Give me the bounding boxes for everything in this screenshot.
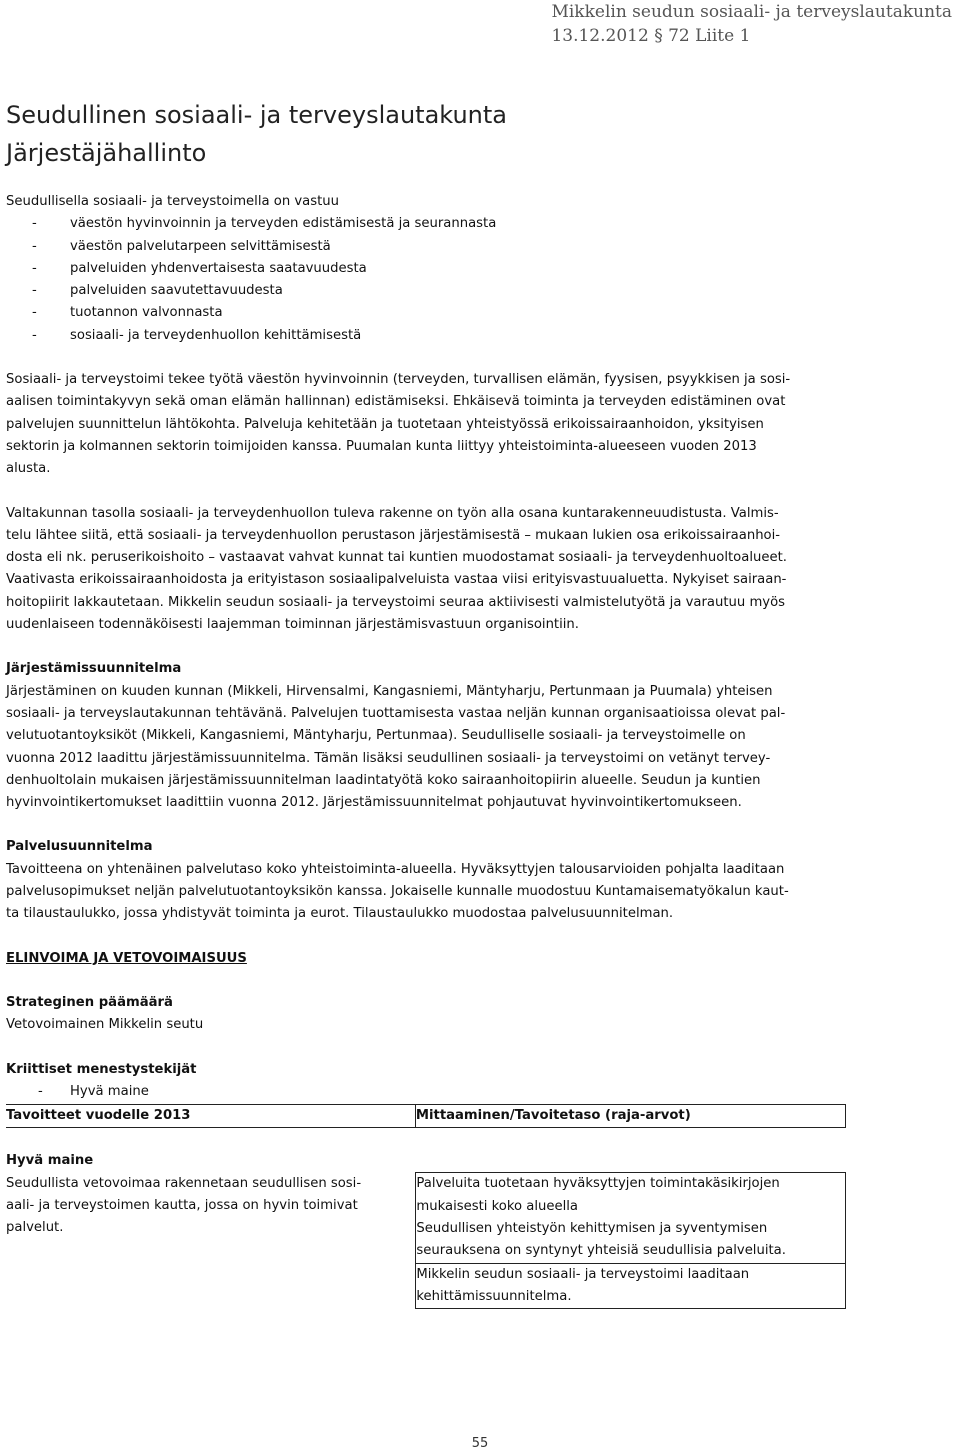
responsibility-list: [6, 213, 886, 347]
page-subtitle: Järjestäjähallinto: [6, 139, 207, 167]
text-line: Seudullisen yhteistyön kehittymisen ja syventymisen: [416, 1220, 768, 1236]
list-item: - väestön hyvinvoinnin ja terveyden edistämisestä ja seurannasta: [6, 213, 886, 235]
list-item: - väestön palvelutarpeen selvittämisestä: [6, 236, 886, 258]
paragraph-palvelusuunnitelma: [6, 859, 886, 926]
paragraph-welfare: [6, 369, 886, 480]
page-number: 55: [471, 1436, 489, 1451]
text-line: Vaativasta erikoissairaanhoidosta ja erityistason sosiaalipalveluista vastaa viisi erityisvastuualuetta. Nykyiset sairaan-: [6, 572, 787, 588]
text-line: sosiaali- ja terveyslautakunnan tehtävänä. Palvelujen tuottamisesta vastaa neljän kunnan organisaatioissa olevat pal-: [6, 705, 786, 721]
list-item: - sosiaali- ja terveydenhuollon kehittämisestä: [6, 325, 886, 347]
intro-lead: Seudullisella sosiaali- ja terveystoimella on vastuu: [6, 194, 340, 209]
text-line: Seudullista vetovoimaa rakennetaan seudullisen sosi-: [6, 1175, 362, 1191]
kriittiset-list: [12, 1081, 886, 1103]
table-header-row: [6, 1105, 846, 1128]
text-line: Järjestäminen on kuuden kunnan (Mikkeli, Hirvensalmi, Kangasniemi, Mäntyharju, Pertunmaan ja Puumala) yhteisen: [6, 683, 773, 699]
header-committee: Mikkelin seudun sosiaali- ja terveyslautakunta: [551, 2, 952, 22]
text-line: kehittämissuunnitelma.: [416, 1288, 572, 1304]
text-line: palvelusopimukset neljän palvelutuotantoyksikön kanssa. Jokaiselle kunnalle muodostuu Kuntamaisematyökalun kaut-: [6, 884, 789, 900]
text-line: palvelut.: [6, 1220, 64, 1236]
kriittiset-heading: Kriittiset menestystekijät: [6, 1061, 197, 1077]
text-line: Mikkelin seudun sosiaali- ja terveystoimi laaditaan: [416, 1266, 750, 1282]
strateginen-value: Vetovoimainen Mikkelin seutu: [6, 1017, 204, 1033]
text-line: aali- ja terveystoimen kautta, jossa on hyvin toimivat: [6, 1197, 358, 1213]
table-header-goals: Tavoitteet vuodelle 2013: [6, 1105, 415, 1128]
text-line: uudenlaiseen todennäköisesti laajemman toiminnan järjestämisvastuun organisointiin.: [6, 617, 579, 633]
page-title: Seudullinen sosiaali- ja terveyslautakunta: [6, 101, 507, 129]
text-line: denhuoltolain mukaisen järjestämissuunnitelman laadintatyötä koko sairaanhoitopiirin alueelle. Seudun ja kuntien: [6, 772, 761, 788]
goal-heading: Hyvä maine: [6, 1153, 94, 1169]
text-line: hyvinvointikertomukset laadittiin vuonna 2012. Järjestämissuunnitelmat pohjautuvat hyvinvointikertomukseen.: [6, 795, 742, 811]
table-row: [6, 1150, 846, 1309]
list-item: - palveluiden saavutettavuudesta: [6, 280, 886, 302]
text-line: Sosiaali- ja terveystoimi tekee työtä väestön hyvinvoinnin (terveyden, turvallisen elämän, fyysisen, psyykkisen ja sosi-: [6, 372, 791, 388]
header-date-section: 13.12.2012 § 72 Liite 1: [551, 26, 751, 46]
text-line: palvelujen suunnittelun lähtökohta. Palveluja kehitetään ja tuotetaan yhteistyössä erikoissairaanhoidon, yksityisen: [6, 416, 764, 432]
text-line: Valtakunnan tasolla sosiaali- ja terveydenhuollon tuleva rakenne on työn alla osana kuntarakenneuudistusta. Valmis-: [6, 505, 779, 521]
section-heading-jarjestamissuunnitelma: Järjestämissuunnitelma: [6, 661, 182, 677]
text-line: mukaisesti koko alueella: [416, 1198, 579, 1214]
list-item: - tuotannon valvonnasta: [6, 302, 886, 324]
text-line: Tavoitteena on yhtenäinen palvelutaso koko yhteistoiminta-alueella. Hyväksyttyjen talousarvioiden pohjalta laaditaan: [6, 861, 785, 877]
list-item: - palveluiden yhdenvertaisesta saatavuudesta: [6, 258, 886, 280]
text-line: dosta eli nk. peruserikoishoito – vastaavat vahvat kunnat tai kuntien muodostamat sosiaali- ja terveydenhuoltoalueet.: [6, 550, 787, 566]
text-line: seurauksena on syntynyt yhteisiä seudullisia palveluita.: [416, 1243, 786, 1259]
text-line: alusta.: [6, 461, 51, 477]
text-line: telu lähtee siitä, että sosiaali- ja terveydenhuollon perustason järjestämisestä – mukaan lukien osa erikoissairaanhoi-: [6, 527, 781, 543]
document-body: [6, 191, 886, 1309]
measure-box: [415, 1172, 845, 1263]
strateginen-heading: Strateginen päämäärä: [6, 994, 173, 1010]
goal-cell: [6, 1150, 415, 1309]
text-line: Palveluita tuotetaan hyväksyttyjen toimintakäsikirjojen: [416, 1176, 780, 1192]
text-line: sektorin ja kolmannen sektorin toimijoiden kanssa. Puumalan kunta liittyy yhteistoiminta-alueeseen vuoden 2013: [6, 438, 757, 454]
text-line: hoitopiirit lakkautetaan. Mikkelin seudun sosiaali- ja terveystoimi seuraa aktiivisesti valmistelutyötä ja varautuu myös: [6, 594, 786, 610]
list-item: - Hyvä maine: [12, 1081, 886, 1103]
text-line: vuonna 2012 laadittu järjestämissuunnitelma. Tämän lisäksi seudullinen sosiaali- ja terveystoimi on vetänyt tervey-: [6, 750, 771, 766]
paragraph-jarjestamissuunnitelma: [6, 681, 886, 815]
text-line: ta tilaustaulukko, jossa yhdistyvät toiminta ja eurot. Tilaustaulukko muodostaa palvelusuunnitelman.: [6, 906, 674, 922]
section-heading-elinvoima: ELINVOIMA JA VETOVOIMAISUUS: [6, 950, 247, 966]
measures-cell: [415, 1150, 845, 1309]
table-header-measures: Mittaaminen/Tavoitetaso (raja-arvot): [415, 1105, 845, 1128]
paragraph-national-reform: [6, 503, 886, 637]
document-header: [551, 0, 952, 48]
text-line: aalisen toimintakyvyn sekä oman elämän hallinnan) edistämiseksi. Ehkäisevä toiminta ja terveyden edistäminen ovat: [6, 394, 786, 410]
goals-table: [6, 1104, 846, 1309]
section-heading-palvelusuunnitelma: Palvelusuunnitelma: [6, 839, 153, 855]
text-line: velutuotantoyksiköt (Mikkeli, Kangasniemi, Mäntyharju, Pertunmaa). Seudulliselle sosiaali- ja terveystoimelle on: [6, 728, 746, 744]
measure-box: [415, 1264, 845, 1310]
